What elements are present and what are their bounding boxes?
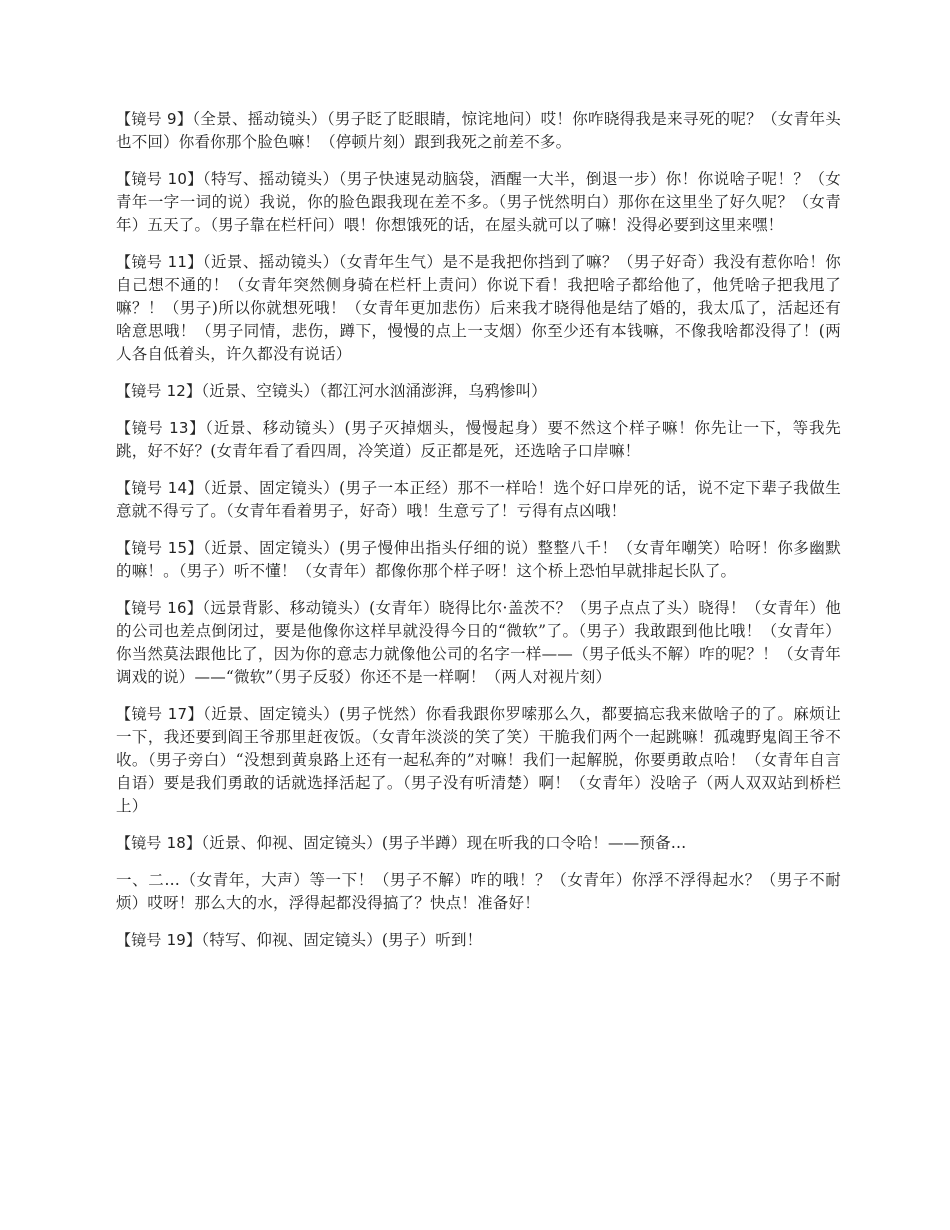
scene-text: （全景、摇动镜头）（男子眨了眨眼睛，惊诧地问）哎！你咋晓得我是来寻死的呢？（女青年头也不回）你看你那个脸色嘛！（停顿片刻）跟到我死之前差不多。 [116, 110, 842, 151]
shot-label: 【镜号 15】 [116, 539, 203, 557]
shot-label: 【镜号 13】 [116, 419, 206, 437]
scene-paragraph-18 [116, 832, 841, 855]
scene-text: （近景、仰视、固定镜头）(男子半蹲）现在听我的口令哈！——预备… [201, 834, 687, 852]
scene-paragraph-15 [116, 537, 841, 583]
shot-label: 【镜号 18】 [116, 834, 202, 852]
scene-text: （近景、固定镜头）(男子慢伸出指头仔细的说）整整八千！（女青年嘲笑）哈呀！你多幽默的嘛！。（男子）听不懂！（女青年）都像你那个样子呀！这个桥上恐怕早就排起长队了。 [116, 539, 841, 580]
shot-label: 【镜号 17】 [116, 705, 203, 723]
shot-label: 【镜号 19】 [116, 931, 202, 949]
scene-text: （特写、仰视、固定镜头）(男子）听到！ [201, 931, 483, 949]
shot-label: 【镜号 14】 [116, 479, 203, 497]
scene-paragraph-19 [116, 929, 841, 952]
scene-text: （近景、移动镜头）(男子灭掉烟头，慢慢起身）要不然这个样子嘛！你先让一下，等我先跳，好不好？(女青年看了看四周，冷笑道）反正都是死，还选啥子口岸嘛！ [116, 419, 841, 460]
scene-paragraph-14 [116, 477, 841, 523]
scene-text: （远景背影、移动镜头）(女青年）晓得比尔·盖茨不？（男子点点了头）晓得！（女青年）他的公司也差点倒闭过，要是他像你这样早就没得今日的“微软”了。（男子）我敢跟到他比哦！（女青年）你当然莫法跟他比了，因为你的意志力就像他公司的名字一样——（男子低头不解）咋的呢？！（女青年调戏的说）——“微软”（男子反驳）你还不是一样啊！（两人对视片刻） [116, 599, 841, 686]
scene-text: （近景、固定镜头）(男子一本正经）那不一样哈！选个好口岸死的话，说不定下辈子我做生意就不得亏了。（女青年看着男子，好奇）哦！生意亏了！亏得有点凶哦！ [116, 479, 841, 520]
shot-label: 【镜号 16】 [116, 599, 203, 617]
scene-paragraph-18-continued [116, 869, 841, 915]
scene-paragraph-13 [116, 417, 841, 463]
scene-paragraph-17 [116, 703, 841, 818]
script-document [116, 108, 841, 966]
scene-text: （近景、空镜头）（都江河水汹涌澎湃，乌鸦惨叫） [201, 382, 547, 400]
shot-label: 【镜号 11】 [116, 253, 203, 271]
scene-text: （近景、摇动镜头）（女青年生气）是不是我把你挡到了嘛？（男子好奇）我没有惹你哈！你自己想不通的！（女青年突然侧身骑在栏杆上责问）你说下看！我把啥子都给他了，他凭啥子把我甩了嘛？！（男子)所以你就想死哦！（女青年更加悲伤）后来我才晓得他是结了婚的，我太瓜了，活起还有啥意思哦！（男子同情，悲伤，蹲下，慢慢的点上一支烟）你至少还有本钱嘛，不像我啥都没得了！(两人各自低着头，许久都没有说话） [116, 253, 841, 363]
scene-paragraph-9 [116, 108, 841, 154]
shot-label: 【镜号 9】 [116, 110, 193, 128]
scene-paragraph-16 [116, 597, 841, 689]
shot-label: 【镜号 10】 [116, 170, 203, 188]
scene-paragraph-10 [116, 168, 841, 237]
scene-paragraph-12 [116, 380, 841, 403]
scene-paragraph-11 [116, 251, 841, 366]
scene-text: 一、二…（女青年，大声）等一下！（男子不解）咋的哦！？（女青年）你浮不浮得起水？（男子不耐烦）哎呀！那么大的水，浮得起都没得搞了？快点！准备好！ [116, 871, 841, 912]
scene-text: （特写、摇动镜头）（男子快速晃动脑袋，酒醒一大半，倒退一步）你！你说啥子呢！？（女青年一字一词的说）我说，你的脸色跟我现在差不多。（男子恍然明白）那你在这里坐了好久呢？（女青年）五天了。（男子靠在栏杆问）喂！你想饿死的话，在屋头就可以了嘛！没得必要到这里来嘿！ [116, 170, 841, 234]
shot-label: 【镜号 12】 [116, 382, 202, 400]
scene-text: （近景、固定镜头）(男子恍然）你看我跟你罗嗦那么久，都要搞忘我来做啥子的了。麻烦让一下，我还要到阎王爷那里赶夜饭。（女青年淡淡的笑了笑）干脆我们两个一起跳嘛！孤魂野鬼阎王爷不收。（男子旁白）“没想到黄泉路上还有一起私奔的”对嘛！我们一起解脱，你要勇敢点哈！（女青年自言自语）要是我们勇敢的话就选择活起了。（男子没有听清楚）啊！（女青年）没啥子（两人双双站到桥栏上） [116, 705, 841, 815]
